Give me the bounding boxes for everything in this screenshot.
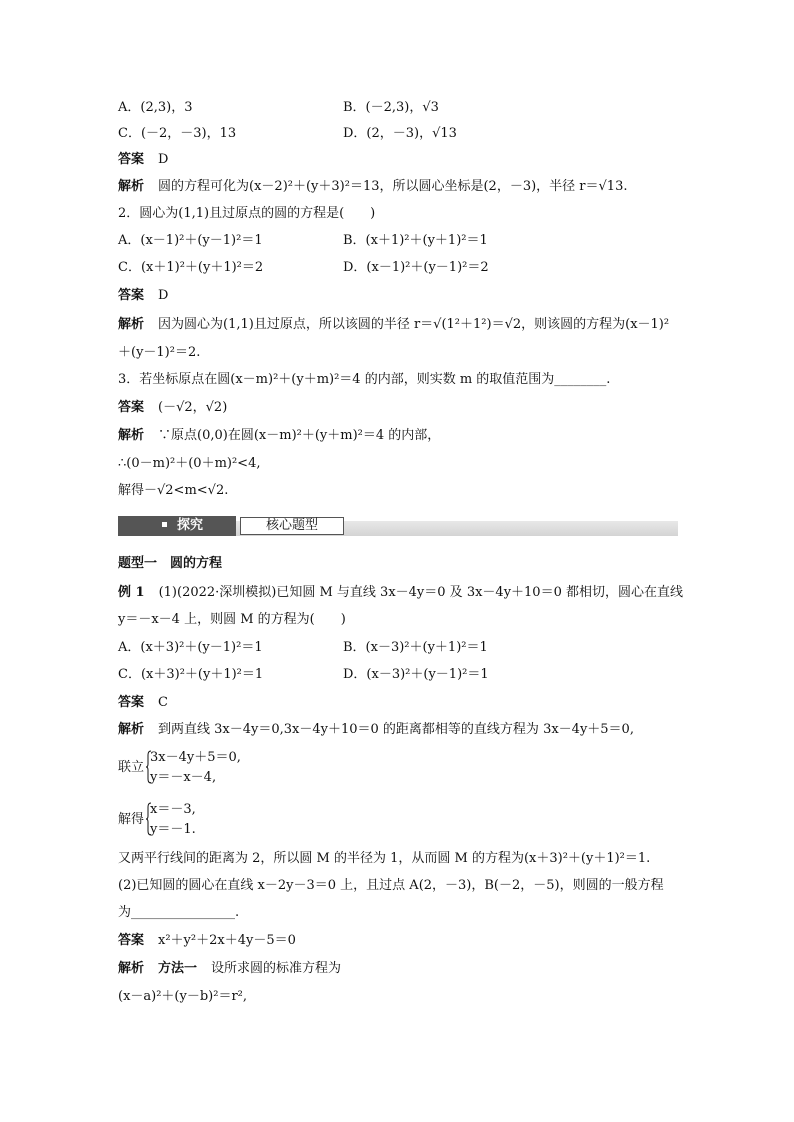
example-continuation: y＝－x－4 上，则圆 M 的方程为( )	[118, 612, 346, 627]
solution-line	[118, 428, 678, 444]
option-a: A．(x－1)²＋(y－1)²＝1	[118, 233, 263, 248]
system-row: x＝－3,	[150, 802, 196, 817]
solution-label: 解析	[118, 428, 145, 443]
option-d: D．(x－3)²＋(y－1)²＝1	[343, 667, 489, 682]
example-label: 例 1	[118, 585, 145, 600]
system-label: 联立	[118, 760, 145, 775]
answer-label: 答案	[118, 695, 145, 710]
equation-system	[118, 802, 418, 838]
answer-label: 答案	[118, 400, 145, 415]
question-3: 3．若坐标原点在圆(x－m)²＋(y＋m)²＝4 的内部，则实数 m 的取值范围为________.	[118, 372, 611, 387]
solution-step: (x－a)²＋(y－b)²＝r²,	[118, 989, 248, 1004]
option-row	[118, 640, 678, 656]
method-label: 方法一	[158, 961, 198, 976]
banner-left	[118, 516, 236, 536]
option-c: C．(－2，－3)，13	[118, 126, 237, 141]
option-row	[118, 100, 678, 116]
option-d: D．(x－1)²＋(y－1)²＝2	[343, 260, 489, 275]
solution-line	[118, 961, 678, 977]
banner-right: 核心题型	[240, 517, 344, 535]
example-1	[118, 585, 683, 601]
solution-continuation: ＋(y－1)²＝2.	[118, 345, 201, 360]
option-b: B．(－2,3)，√3	[343, 100, 439, 115]
solution-line	[118, 722, 678, 738]
system-row: y＝－x－4,	[150, 770, 217, 785]
solution-line	[118, 317, 678, 333]
option-b: B．(x＋1)²＋(y＋1)²＝1	[343, 233, 488, 248]
solution-text: 圆的方程可化为(x－2)²＋(y＋3)²＝13，所以圆心坐标是(2，－3)，半径 r＝√13.	[158, 179, 628, 194]
system-row: 3x－4y＋5＝0,	[150, 750, 241, 765]
option-c: C．(x＋1)²＋(y＋1)²＝2	[118, 260, 264, 275]
example-part-2: (2)已知圆的圆心在直线 x－2y－3＝0 上，且过点 A(2，－3)，B(－2，－5)，则圆的一般方程	[118, 878, 664, 893]
answer-value: D	[158, 152, 169, 167]
section-banner	[118, 516, 678, 536]
answer-line	[118, 152, 678, 168]
system-label: 解得	[118, 812, 145, 827]
answer-label: 答案	[118, 152, 145, 167]
answer-label: 答案	[118, 933, 145, 948]
solution-text: ∵原点(0,0)在圆(x－m)²＋(y＋m)²＝4 的内部，	[158, 428, 441, 443]
section-heading: 题型一 圆的方程	[118, 556, 223, 571]
solution-text: 设所求圆的标准方程为	[211, 961, 342, 976]
banner-left-label: 探究	[177, 518, 204, 533]
answer-line	[118, 695, 678, 711]
option-row	[118, 233, 678, 249]
solution-label: 解析	[118, 317, 145, 332]
example-continuation: 为________________.	[118, 905, 240, 920]
solution-line	[118, 179, 678, 195]
answer-line	[118, 933, 678, 949]
option-row	[118, 260, 678, 276]
solution-text: 因为圆心为(1,1)且过原点，所以该圆的半径 r＝√(1²＋1²)＝√2，则该圆的方程为(x－1)²	[158, 317, 670, 332]
example-text: (1)(2022·深圳模拟)已知圆 M 与直线 3x－4y＝0 及 3x－4y＋10＝0 都相切，圆心在直线	[158, 585, 683, 600]
option-c: C．(x＋3)²＋(y＋1)²＝1	[118, 667, 264, 682]
option-row	[118, 126, 678, 142]
answer-value: C	[158, 695, 168, 710]
solution-step: 解得－√2<m<√2.	[118, 483, 229, 498]
bullet-square-icon	[162, 522, 167, 527]
answer-line	[118, 400, 678, 416]
answer-value: (－√2，√2)	[158, 400, 228, 415]
answer-line	[118, 288, 678, 304]
option-d: D．(2，－3)，√13	[343, 126, 457, 141]
solution-label: 解析	[118, 961, 145, 976]
option-row	[118, 667, 678, 683]
system-row: y＝－1.	[150, 822, 196, 837]
solution-step: ∴(0－m)²＋(0＋m)²<4,	[118, 456, 261, 471]
question-2: 2．圆心为(1,1)且过原点的圆的方程是( )	[118, 206, 376, 221]
answer-value: D	[158, 288, 169, 303]
solution-label: 解析	[118, 179, 145, 194]
answer-value: x²＋y²＋2x＋4y－5＝0	[158, 933, 296, 948]
solution-conclusion: 又两平行线间的距离为 2，所以圆 M 的半径为 1，从而圆 M 的方程为(x＋3)²＋(y＋1)²＝1.	[118, 851, 651, 866]
equation-system	[118, 750, 418, 786]
option-b: B．(x－3)²＋(y＋1)²＝1	[343, 640, 488, 655]
answer-label: 答案	[118, 288, 145, 303]
option-a: A．(2,3)，3	[118, 100, 193, 115]
solution-label: 解析	[118, 722, 145, 737]
option-a: A．(x＋3)²＋(y－1)²＝1	[118, 640, 263, 655]
solution-text: 到两直线 3x－4y＝0,3x－4y＋10＝0 的距离都相等的直线方程为 3x－4y＋5＝0,	[158, 722, 634, 737]
